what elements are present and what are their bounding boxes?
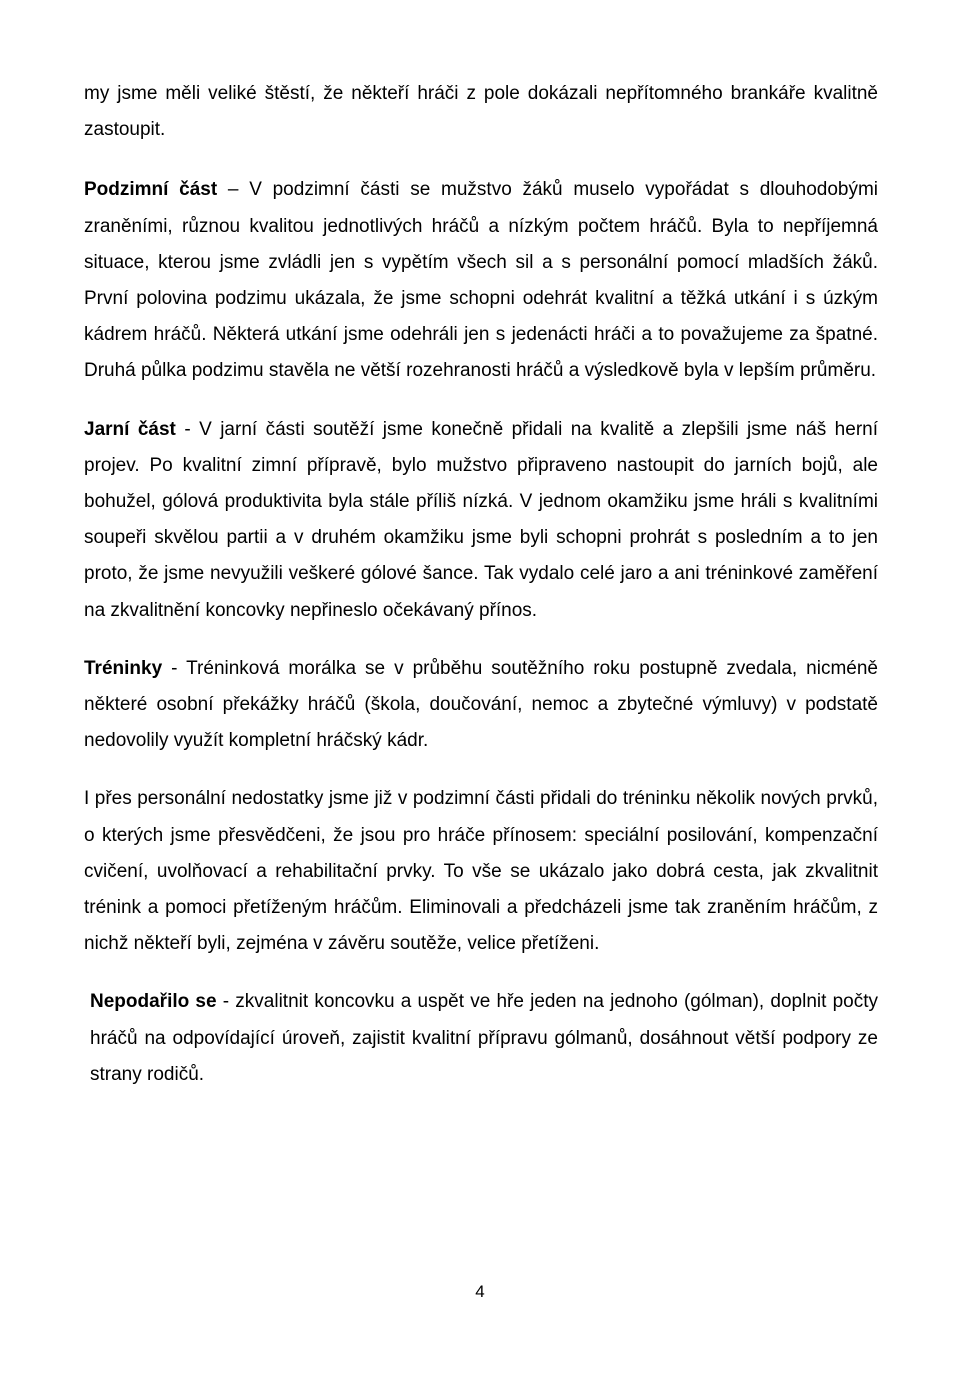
paragraph-spring [84, 412, 878, 629]
paragraph-text: I přes personální nedostatky jsme již v podzimní části přidali do tréninku několik nových prvků, o kterých jsme přesvědčeni, že jsou pro hráče přínosem: speciální posilování, kompenzační cvičení, uvolňovací a rehabilitační prvky. To vše se ukázalo jako dobrá cesta, jak zkvalitnit trénink a pomoci přetíženým hráčům. Eliminovali a předcházeli jsme tak zraněním hráčům, z nichž někteří byli, zejména v závěru soutěže, velice přetíženi. [84, 788, 878, 955]
paragraph-text: my jsme měli veliké štěstí, že někteří hráči z pole dokázali nepřítomného brankáře kvalitně zastoupit. [84, 83, 878, 141]
paragraph-autumn [84, 172, 878, 389]
paragraph-intro [84, 76, 878, 148]
paragraph-trainings [84, 651, 878, 760]
paragraph-heading: Jarní část [84, 418, 176, 440]
paragraph-new-elements [84, 781, 878, 962]
paragraph-heading: Podzimní část [84, 179, 218, 201]
page-number: 4 [475, 1282, 485, 1301]
paragraph-text: - zkvalitnit koncovku a uspět ve hře jeden na jednoho (gólman), doplnit počty hráčů na odpovídající úroveň, zajistit kvalitní přípravu gólmanů, dosáhnout větší podpory ze strany rodičů. [90, 991, 878, 1085]
paragraph-text: – V podzimní části se mužstvo žáků muselo vypořádat s dlouhodobými zraněními, různou kvalitou jednotlivých hráčů a nízkým počtem hráčů. Byla to nepříjemná situace, kterou jsme zvládli jen s vypětím všech sil a s personální pomocí mladších žáků. První polovina podzimu ukázala, že jsme schopni odehrát kvalitní a těžká utkání i s úzkým kádrem hráčů. Některá utkání jsme odehráli jen s jedenácti hráči a to považujeme za špatné. Druhá půlka podzimu stavěla ne větší rozehranosti hráčů a výsledkově byla v lepším průměru. [84, 179, 879, 382]
paragraph-heading: Nepodařilo se [90, 991, 217, 1013]
paragraph-failures [84, 984, 878, 1093]
document-page [84, 76, 878, 1093]
paragraph-heading: Tréninky [84, 657, 163, 679]
paragraph-text: - V jarní části soutěží jsme konečně přidali na kvalitě a zlepšili jsme náš herní projev. Po kvalitní zimní přípravě, bylo mužstvo připraveno nastoupit do jarních bojů, ale bohužel, gólová produktivita byla stále příliš nízká. V jednom okamžiku jsme hráli s kvalitními soupeři skvělou partii a v druhém okamžiku jsme byli schopni prohrát s posledním a to jen proto, že jsme nevyužili veškeré gólové šance. Tak vydalo celé jaro a ani tréninkové zaměření na zkvalitnění koncovky nepřineslo očekávaný přínos. [84, 418, 878, 621]
paragraph-text: - Tréninková morálka se v průběhu soutěžního roku postupně zvedala, nicméně některé osobní překážky hráčů (škola, doučování, nemoc a zbytečné výmluvy) v podstatě nedovolily využít kompletní hráčský kádr. [84, 657, 878, 752]
